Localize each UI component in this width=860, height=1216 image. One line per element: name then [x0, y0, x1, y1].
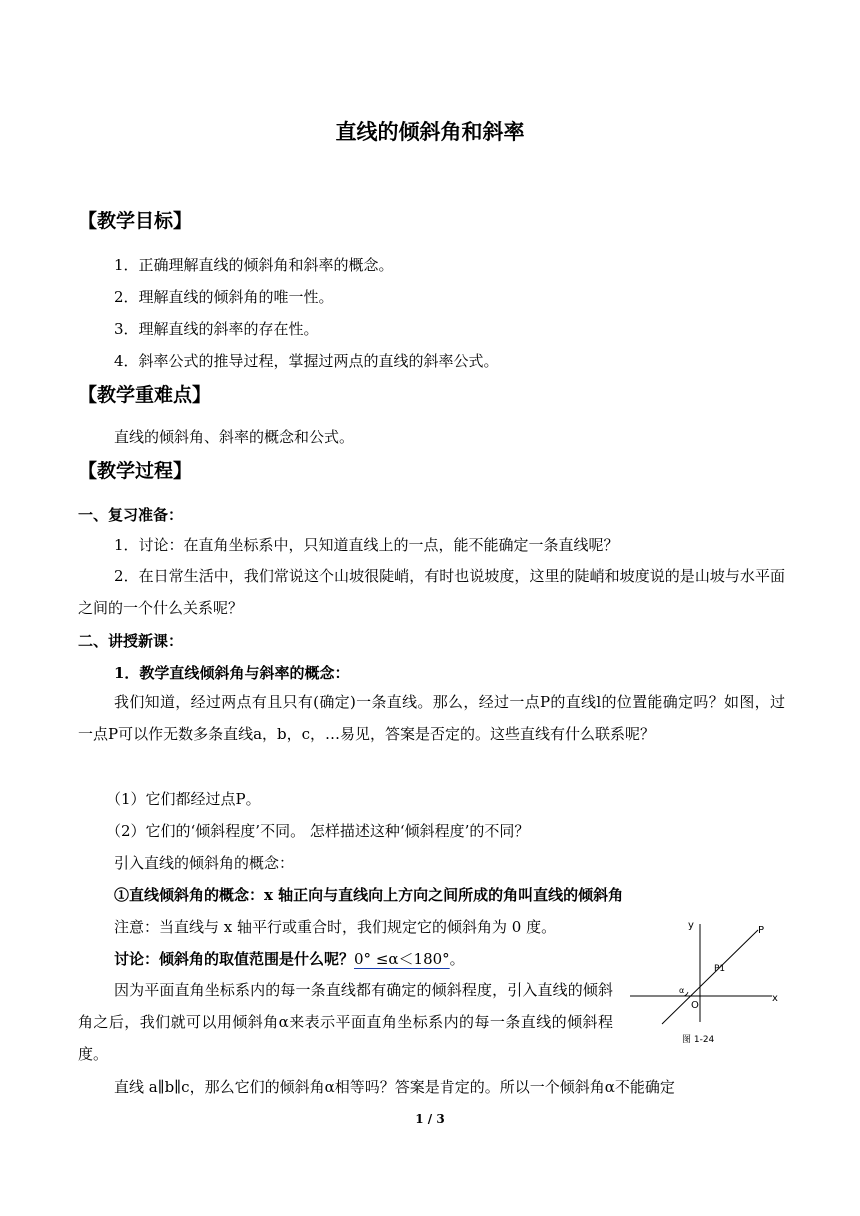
discussion-end: 。: [449, 950, 465, 968]
objective-item: 2．理解直线的倾斜角的唯一性。: [114, 288, 334, 306]
new-lesson-heading: 二、讲授新课：: [78, 632, 184, 650]
x-axis-label: x: [772, 993, 778, 1004]
concept-heading: 1．教学直线倾斜角与斜率的概念：: [114, 664, 350, 682]
concept-paragraph: 我们知道，经过两点有且只有(确定)一条直线。那么，经过一点P的直线l的位置能确定吗？如图，过一点P可以作无数多条直线a，b，c，…易见，答案是否定的。这些直线有什么联系呢？: [78, 693, 785, 743]
origin-label: O: [691, 1000, 699, 1011]
definition-text: ①直线倾斜角的概念：x 轴正向与直线向上方向之间所成的角叫直线的倾斜角: [114, 886, 624, 904]
review-item: 1．讨论：在直角坐标系中，只知道直线上的一点，能不能确定一条直线呢？: [114, 536, 619, 554]
review-item: 2．在日常生活中，我们常说这个山坡很陡峭，有时也说坡度，这里的陡峭和坡度说的是山坡与水平面之间的一个什么关系呢？: [78, 567, 785, 617]
line-l: [662, 930, 758, 1024]
page-title: 直线的倾斜角和斜率: [335, 119, 525, 144]
because-paragraph: 因为平面直角坐标系内的每一条直线都有确定的倾斜程度，引入直线的倾斜角之后，我们就可以用倾斜角α来表示平面直角坐标系内的每一条直线的倾斜程度。: [78, 981, 613, 1063]
last-line: 直线 a∥b∥c，那么它们的倾斜角α相等吗？答案是肯定的。所以一个倾斜角α不能确定: [114, 1078, 675, 1096]
point-item: （2）它们的‘倾斜程度’不同。 怎样描述这种‘倾斜程度’的不同？: [106, 822, 530, 840]
objective-item: 3．理解直线的斜率的存在性。: [114, 320, 319, 338]
discussion-label: 讨论：倾斜角的取值范围是什么呢？: [114, 950, 355, 968]
p-label: P: [758, 925, 765, 936]
p1-label: P1: [714, 964, 726, 974]
key-points-heading: 【教学重难点】: [78, 384, 212, 406]
note-text: 注意：当直线与 x 轴平行或重合时，我们规定它的倾斜角为 0 度。: [114, 918, 557, 936]
figure-1-24: [622, 914, 792, 1052]
y-axis-label: y: [688, 920, 694, 931]
key-points-text: 直线的倾斜角、斜率的概念和公式。: [114, 428, 355, 446]
discussion-line: [114, 948, 465, 969]
review-heading: 一、复习准备：: [78, 506, 184, 524]
alpha-label: α: [679, 986, 685, 995]
process-heading: 【教学过程】: [78, 460, 193, 482]
objectives-heading: 【教学目标】: [78, 210, 193, 232]
intro-text: 引入直线的倾斜角的概念：: [114, 854, 295, 872]
figure-caption: 图 1-24: [682, 1035, 715, 1045]
discussion-answer: 0° ≤α＜180°: [354, 950, 450, 968]
point-item: （1）它们都经过点P。: [106, 790, 261, 808]
objective-item: 4．斜率公式的推导过程，掌握过两点的直线的斜率公式。: [114, 352, 499, 370]
objective-item: 1．正确理解直线的倾斜角和斜率的概念。: [114, 256, 394, 274]
page-number: 1 / 3: [415, 1112, 445, 1126]
angle-arc: [684, 992, 688, 996]
